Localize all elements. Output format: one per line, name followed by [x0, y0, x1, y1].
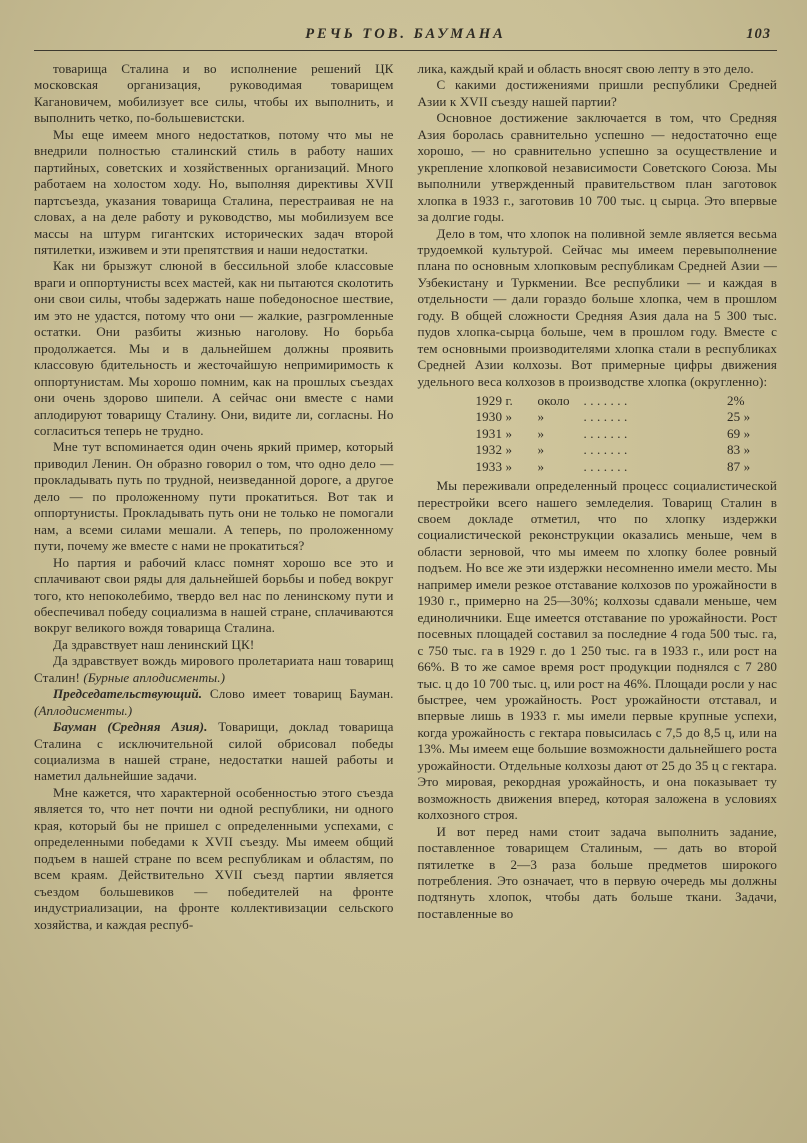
paragraph — [34, 258, 394, 439]
body-text: Товарищи, доклад товарища Сталина с исключительной силой обрисовал победы социализма в нашей стране, недостатки нашей работы и наметил дальнейшие задачи. — [34, 719, 394, 784]
paragraph — [418, 77, 778, 110]
body-text: Мы еще имеем много недостатков, потому что мы не внедрили полностью сталинский стиль в работу наших партийных, советских и хозяйственных организаций. Много работаем на холостом ходу. Но, выполняя директивы XVII партсъезда, указания товарища Сталина, перестраивая не на словах, а на деле работу и руководство, мы мобилизуем все массы на штурм гигантских исторических задач второй пятилетки, изживем и эти препятствия и наши недостатки. — [34, 126, 394, 257]
paragraph — [34, 785, 394, 933]
paragraph — [34, 719, 394, 785]
table-cell: 87 » — [727, 458, 751, 474]
paragraph — [34, 686, 394, 719]
table-cell: 83 » — [727, 442, 751, 458]
table-cell: 1930 » — [475, 409, 513, 425]
table-cell: . . . . . . . — [583, 458, 628, 474]
body-text: Да здравствует вождь мирового пролетариата наш товарищ Сталин! — [34, 653, 394, 685]
table-cell: » — [537, 442, 545, 458]
right-column — [418, 61, 778, 933]
emphasized-text: (Аплодисменты.) — [34, 702, 133, 718]
paragraph — [418, 824, 778, 923]
paragraph — [418, 110, 778, 225]
table-cell: 1931 » — [475, 425, 513, 441]
body-text: Мне кажется, что характерной особенностью этого съезда является то, что нет почти ни одной республики, ни одного края, который бы не пришел с определенными успехами, с определенными победами к XVII съезду. Мы имеем общий подъем в нашей стране по всем республикам и областям, по всем краям. Действительно XVII съезд партии является съездом большевиков — победителей на фронте индустриализации, на фронте коллективизации сельского хозяйства, и каждая респуб- — [34, 784, 394, 932]
statistics-table — [476, 393, 770, 475]
left-column — [34, 61, 394, 933]
header-rule — [34, 50, 777, 51]
body-text: лика, каждый край и область вносят свою лепту в это дело. — [417, 61, 754, 76]
paragraph — [418, 226, 778, 391]
emphasized-text: Председательствующий. — [53, 686, 203, 702]
table-cell: 1932 » — [475, 442, 513, 458]
body-text: товарища Сталина и во исполнение решений ЦК московская организация, руководимая товарищем Кагановичем, мобилизует все силы, чтобы их выполнить, и выполнить четко, по-большевистски. — [34, 61, 394, 126]
page-number: 103 — [746, 26, 771, 42]
emphasized-text: Бауман (Средняя Азия). — [53, 719, 208, 735]
body-text: Основное достижение заключается в том, что Средняя Азия боролась сравнительно успешно — недостаточно еще хорошо, — но сравнительно успешно за осуществление и укрепление хлопковой независимости Советского Союза. Мы выполнили утвержденный правительством план заготовок хлопка в 1933 г., заготовив 10 700 тыс. ц сырца. Это впервые за долгие годы. — [417, 110, 777, 225]
paragraph — [34, 555, 394, 637]
table-cell: 69 » — [727, 425, 751, 441]
paragraph — [34, 439, 394, 554]
emphasized-text: (Бурные аплодисменты.) — [83, 669, 226, 685]
table-row — [476, 426, 770, 442]
text-columns — [34, 61, 777, 933]
table-cell: 1933 » — [475, 458, 513, 474]
body-text: Да здравствует наш ленинский ЦК! — [53, 636, 255, 652]
table-cell: . . . . . . . — [583, 425, 628, 441]
table-row — [476, 393, 770, 409]
table-cell: 25 » — [727, 409, 751, 425]
body-text: Мы переживали определенный процесс социалистической перестройки всего нашего земледелия. Товарищ Сталин в своем докладе отметил, что по хлопку издержки социалистической реконструкции оказались меньше, чем в области зерновой, что мы имеем по хлопку более ровный подъем. Но все же эти издержки несомненно имели место. Мы например имели резкое отставание колхозов по урожайности в 1930 г., примерно на 25—30%; колхозы сдавали меньше, чем единоличники. Еще имеется отставание по урожайности. Рост посевных площадей составил за последние 4 года 500 тыс. га, с 750 тыс. га в 1929 г. до 1 250 тыс. га в 1933 г., или рост на 66%. В то же самое время рост продукции поднялся с 7 280 тыс. ц до 10 700 тыс. ц, или рост на 46%. Площади росли у нас быстрее, чем урожайность. Рост урожайности отставал, и впервые лишь в 1933 г. мы имели первые крупные успехи, когда урожайность с гектара повысилась с 7,5 до 8,5 ц, или на 13%. Мы имеем еще большие возможности дальнейшего роста урожайности. Отдельные колхозы дают от 25 до 35 ц с гектара. Это мировая, рекордная урожайность, и она показывает ту возможность движения вперед, которая заложена в условиях колхозного строя. — [417, 478, 777, 823]
table-cell: » — [537, 425, 545, 441]
table-row — [476, 442, 770, 458]
paragraph — [418, 478, 778, 824]
body-text: Мне тут вспоминается один очень яркий пример, который приводил Ленин. Он образно говорил о том, что одно дело — прокладывать путь по трудной, неизведанной дороге, а другое дело — по проложенному пути прокатиться. Вот так и оппортунисты. Прокладывать путь они не только не помогали нам, а всеми силами мешали. А теперь, по проложенному пути, почему же вместе с нами не прокатиться? — [34, 439, 394, 554]
body-text: С какими достижениями пришли республики Средней Азии к XVII съезду нашей партии? — [417, 77, 777, 109]
paragraph — [34, 637, 394, 653]
table-cell: . . . . . . . — [583, 442, 628, 458]
running-head — [34, 26, 777, 48]
table-row — [476, 459, 770, 475]
table-cell: 1929 г. — [475, 393, 513, 409]
body-text: Дело в том, что хлопок на поливной земле является весьма трудоемкой культурой. Сейчас мы имеем перевыполнение плана по основным хлопковым республикам Средней Азии — Узбекистану и Туркмении. Все республики — и каждая в отдельности — дали гораздо больше хлопка, чем в прошлом году. В общей сложности Средняя Азия дала на 5 300 тыс. пудов хлопка-сырца больше, чем в прошлом году. Вместе с тем основными производителями хлопка стали в республиках Средней Азии колхозы. Вот примерные цифры движения удельного веса колхозов в производстве хлопка (округленно): — [417, 225, 777, 389]
body-text: И вот перед нами стоит задача выполнить задание, поставленное товарищем Сталиным, — дать во второй пятилетке в 2—3 раза больше предметов широкого потребления. Это означает, что в первую очередь мы должны подтянуть хлопок, чтобы дать больше ткани. Задачи, поставленные во — [417, 823, 777, 921]
body-text: Как ни брызжут слюной в бессильной злобе классовые враги и оппортунисты всех мастей, как ни пытаются сколотить они свои силы, чтобы задержать наше победоносное шествие, им это не удастся, потому что они — жалкие, разгромленные остатки. Они разбиты жизнью наголову. Но борьба продолжается. Мы и в дальнейшем должны проявить классовую бдительность и жесточайшую непримиримость к оппортунистам. Мы хорошо помним, как на прошлых съездах они очень здорово шипели. А сейчас они вместе с нами аплодируют товарищу Сталину. Они, видите ли, согласны. Но согласиться теперь не трудно. — [34, 258, 394, 438]
table-cell: » — [537, 409, 545, 425]
running-head-title: РЕЧЬ ТОВ. БАУМАНА — [305, 26, 506, 42]
table-cell: около — [537, 393, 570, 409]
table-cell: . . . . . . . — [583, 409, 628, 425]
paragraph — [34, 127, 394, 259]
paragraph — [418, 61, 778, 77]
table-cell: 2% — [727, 393, 745, 409]
table-cell: » — [537, 458, 545, 474]
table-row — [476, 409, 770, 425]
paragraph — [34, 653, 394, 686]
body-text: Но партия и рабочий класс помнят хорошо все это и сплачивают свои ряды для дальнейшей борьбы и побед вокруг того, кто непоколебимо, твердо вел нас по ленинскому пути и обеспечивал победу социализма в нашей стране, сплачиваются вокруг великого вождя товарища Сталина. — [34, 554, 394, 636]
paragraph — [34, 61, 394, 127]
table-cell: . . . . . . . — [583, 393, 628, 409]
body-text: Слово имеет товарищ Бауман. — [202, 686, 394, 702]
